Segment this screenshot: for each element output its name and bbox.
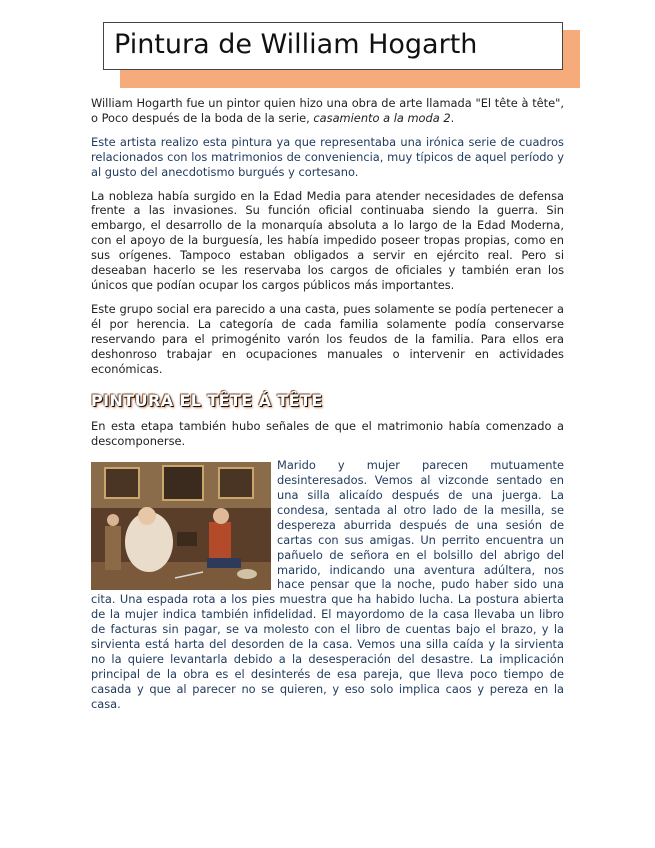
intro-period: . <box>450 110 455 125</box>
paragraph-nobility: La nobleza había surgido en la Edad Media para atender necesidades de defensa frente a las invasiones. Su función oficial continuaba siendo la guerra. Sin embargo, el desarrollo de la monarquía absoluta a lo largo de la Edad Moderna, con el apoyo de la burguesía, les había impedido poseer tropas propias, como en sus orígenes. Tampoco estaban obligados a servir en ejército real. Pero si deseaban hacerlo se les reservaba los cargos de oficiales y también eran los únicos que podían ocupar los cargos públicos más importantes. <box>91 188 564 292</box>
section-heading <box>91 385 564 413</box>
painting-image <box>91 462 271 590</box>
series-name: casamiento a la moda 2 <box>313 110 451 125</box>
paragraph-artist: Este artista realizo esta pintura ya que representaba una irónica serie de cuadros relacionados con los matrimonios de conveniencia, muy típicos de aquel período y al gusto del anecdotismo burgués y cortesano. <box>91 134 564 179</box>
intro-text: William Hogarth fue un pintor quien hizo una obra de arte llamada "El tête à tête", o Poco después de la boda de la serie, <box>91 96 564 125</box>
page-title: Pintura de William Hogarth <box>114 29 478 60</box>
paragraph-intro <box>91 96 564 126</box>
paragraph-description: Marido y mujer parecen mutuamente desinteresados. Vemos al vizconde sentado en una silla alicaído después de una juerga. La condesa, sentada al otro lado de la mesilla, se despereza aburrida después de una sesión de cartas con sus amigas. Un perrito encuentra un pañuelo de señora en el bolsillo del abrigo del marido, indicando una aventura adúltera, nos hace pensar que la noche, pudo haber sido una cita. Una espada rota a los pies muestra que ha habido lucha. La postura abierta de la mujer indica también infidelidad. El mayordomo de la casa llevaba un libro de facturas sin pagar, se va molesto con el libro de cuentas bajo el brazo, y la sirvienta está harta del desorden de la casa. Vemos una silla caída y la sirvienta no la quiere levantarla debido a la desesperación del desastre. La implicación principal de la obra es el desinterés de esa pareja, que lleva poco tiempo de casada y que al parecer no se quieren, y eso solo implica caos y pereza en la casa. <box>91 458 564 711</box>
document-body <box>91 96 564 721</box>
paragraph-caste: Este grupo social era parecido a una casta, pues solamente se podía pertenecer a él por herencia. La categoría de cada familia solamente podía conservarse reservando para el primogénito varón los feudos de la familia. Para ellos era deshonroso trabajar en ocupaciones manuales o intervenir en actividades económicas. <box>91 301 564 376</box>
paragraph-stage: En esta etapa también hubo señales de que el matrimonio había comenzado a descomponerse. <box>91 419 564 449</box>
painting-illustration <box>91 462 271 590</box>
title-box <box>103 22 563 70</box>
section-heading-text: PINTURA EL TÊTE Á TÊTE <box>91 391 323 411</box>
paragraph-description-block <box>91 458 564 711</box>
